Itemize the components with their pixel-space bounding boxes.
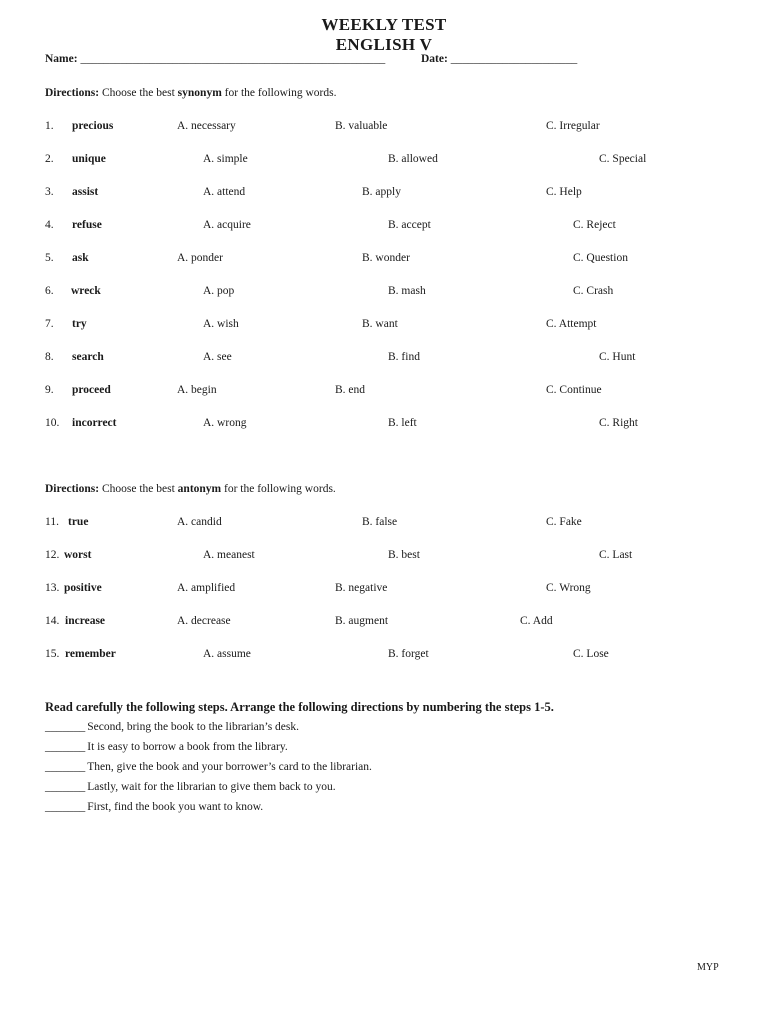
question-row: [0, 615, 768, 631]
question-word: search: [72, 351, 104, 363]
step-text: It is easy to borrow a book from the library.: [87, 741, 288, 753]
choice-b[interactable]: B. want: [362, 318, 398, 330]
question-number: 13.: [45, 582, 60, 594]
choice-b[interactable]: B. forget: [388, 648, 429, 660]
title-weekly-test: WEEKLY TEST: [321, 15, 447, 34]
question-row: [0, 318, 768, 334]
choice-c[interactable]: C. Attempt: [546, 318, 597, 330]
step-number-blank[interactable]: _______: [45, 781, 86, 793]
choice-b[interactable]: B. apply: [362, 186, 401, 198]
question-row: [0, 351, 768, 367]
question-word: true: [68, 516, 89, 528]
choice-b[interactable]: B. accept: [388, 219, 431, 231]
choice-b[interactable]: B. valuable: [335, 120, 388, 132]
synonym-directions: [45, 87, 336, 99]
step-number-blank[interactable]: _______: [45, 741, 86, 753]
choice-c[interactable]: C. Crash: [573, 285, 614, 297]
choice-a[interactable]: A. decrease: [177, 615, 231, 627]
choice-b[interactable]: B. allowed: [388, 153, 438, 165]
question-row: [0, 186, 768, 202]
question-number: 2.: [45, 153, 54, 165]
question-word: incorrect: [72, 417, 117, 429]
question-word: precious: [72, 120, 114, 132]
date-label: Date:: [421, 53, 448, 65]
directions-text-pre: Choose the best: [101, 483, 175, 495]
directions-label: Directions:: [45, 483, 100, 495]
choice-b[interactable]: B. best: [388, 549, 420, 561]
choice-a[interactable]: A. amplified: [177, 582, 236, 594]
choice-c[interactable]: C. Fake: [546, 516, 582, 528]
step-number-blank[interactable]: _______: [45, 801, 86, 813]
step-text: Lastly, wait for the librarian to give them back to you.: [87, 781, 336, 793]
choice-c[interactable]: C. Question: [573, 252, 628, 264]
step-item: [45, 781, 336, 793]
directions-label: Directions:: [45, 87, 100, 99]
question-word: positive: [64, 582, 102, 594]
question-number: 4.: [45, 219, 54, 231]
choice-c[interactable]: C. Special: [599, 153, 647, 165]
question-word: wreck: [71, 285, 101, 297]
question-word: refuse: [72, 219, 102, 231]
choice-c[interactable]: C. Irregular: [546, 120, 600, 132]
question-row: [0, 153, 768, 169]
choice-b[interactable]: B. left: [388, 417, 417, 429]
name-label: Name:: [45, 53, 78, 65]
choice-b[interactable]: B. augment: [335, 615, 389, 627]
step-item: [45, 741, 288, 753]
directions-text-pre: Choose the best: [101, 87, 175, 99]
choice-c[interactable]: C. Right: [599, 417, 638, 429]
question-word: assist: [72, 186, 99, 198]
step-item: [45, 761, 372, 773]
step-number-blank[interactable]: _______: [45, 761, 86, 773]
question-number: 15.: [45, 648, 60, 660]
date-line[interactable]: ______________________: [450, 53, 578, 65]
choice-c[interactable]: C. Hunt: [599, 351, 636, 363]
choice-a[interactable]: A. necessary: [177, 120, 236, 132]
directions-text-post: for the following words.: [224, 483, 336, 495]
step-item: [45, 801, 263, 813]
choice-b[interactable]: B. find: [388, 351, 420, 363]
choice-c[interactable]: C. Continue: [546, 384, 602, 396]
question-row: [0, 252, 768, 268]
choice-c[interactable]: C. Help: [546, 186, 582, 198]
choice-a[interactable]: A. begin: [177, 384, 217, 396]
name-field[interactable]: [45, 53, 385, 65]
choice-a[interactable]: A. wrong: [203, 417, 247, 429]
step-text: First, find the book you want to know.: [87, 801, 264, 813]
step-number-blank[interactable]: _______: [45, 721, 86, 733]
steps-instruction: Read carefully the following steps. Arrange the following directions by numbering the steps 1-5.: [45, 700, 554, 714]
choice-b[interactable]: B. mash: [388, 285, 426, 297]
question-word: worst: [64, 549, 92, 561]
choice-a[interactable]: A. wish: [203, 318, 239, 330]
question-row: [0, 417, 768, 433]
footer-initials: MYP: [697, 962, 719, 973]
choice-a[interactable]: A. simple: [203, 153, 248, 165]
question-word: remember: [65, 648, 116, 660]
question-row: [0, 516, 768, 532]
choice-c[interactable]: C. Lose: [573, 648, 609, 660]
choice-a[interactable]: A. pop: [203, 285, 235, 297]
step-text: Second, bring the book to the librarian’s desk.: [87, 721, 300, 733]
question-number: 11.: [45, 516, 59, 528]
choice-a[interactable]: A. meanest: [203, 549, 255, 561]
question-number: 12.: [45, 549, 60, 561]
choice-a[interactable]: A. see: [203, 351, 232, 363]
question-word: increase: [65, 615, 106, 627]
title-subject: ENGLISH V: [335, 35, 433, 54]
choice-a[interactable]: A. acquire: [203, 219, 251, 231]
question-row: [0, 120, 768, 136]
question-word: ask: [72, 252, 89, 264]
step-item: [45, 721, 299, 733]
question-row: [0, 549, 768, 565]
choice-c[interactable]: C. Add: [520, 615, 553, 627]
antonym-directions: [45, 483, 336, 495]
choice-b[interactable]: B. false: [362, 516, 398, 528]
step-text: Then, give the book and your borrower’s card to the librarian.: [87, 761, 372, 773]
date-field[interactable]: [421, 53, 577, 65]
question-word: try: [72, 318, 87, 330]
question-word: unique: [72, 153, 106, 165]
question-row: [0, 285, 768, 301]
question-word: proceed: [72, 384, 111, 396]
question-number: 6.: [45, 285, 54, 297]
choice-c[interactable]: C. Reject: [573, 219, 616, 231]
question-number: 10.: [45, 417, 60, 429]
directions-keyword: synonym: [177, 87, 222, 99]
question-row: [0, 219, 768, 235]
question-number: 3.: [45, 186, 54, 198]
choice-a[interactable]: A. ponder: [177, 252, 223, 264]
directions-text-post: for the following words.: [224, 87, 337, 99]
question-number: 14.: [45, 615, 60, 627]
choice-b[interactable]: B. negative: [335, 582, 388, 594]
name-line[interactable]: _____________________________________________________: [80, 53, 386, 65]
question-row: [0, 648, 768, 664]
question-number: 5.: [45, 252, 54, 264]
choice-a[interactable]: A. attend: [203, 186, 246, 198]
question-number: 8.: [45, 351, 54, 363]
choice-c[interactable]: C. Wrong: [546, 582, 591, 594]
question-row: [0, 582, 768, 598]
question-number: 1.: [45, 120, 54, 132]
choice-c[interactable]: C. Last: [599, 549, 633, 561]
choice-b[interactable]: B. wonder: [362, 252, 410, 264]
choice-a[interactable]: A. candid: [177, 516, 222, 528]
question-row: [0, 384, 768, 400]
choice-a[interactable]: A. assume: [203, 648, 251, 660]
directions-keyword: antonym: [177, 483, 222, 495]
question-number: 9.: [45, 384, 54, 396]
choice-b[interactable]: B. end: [335, 384, 366, 396]
question-number: 7.: [45, 318, 54, 330]
